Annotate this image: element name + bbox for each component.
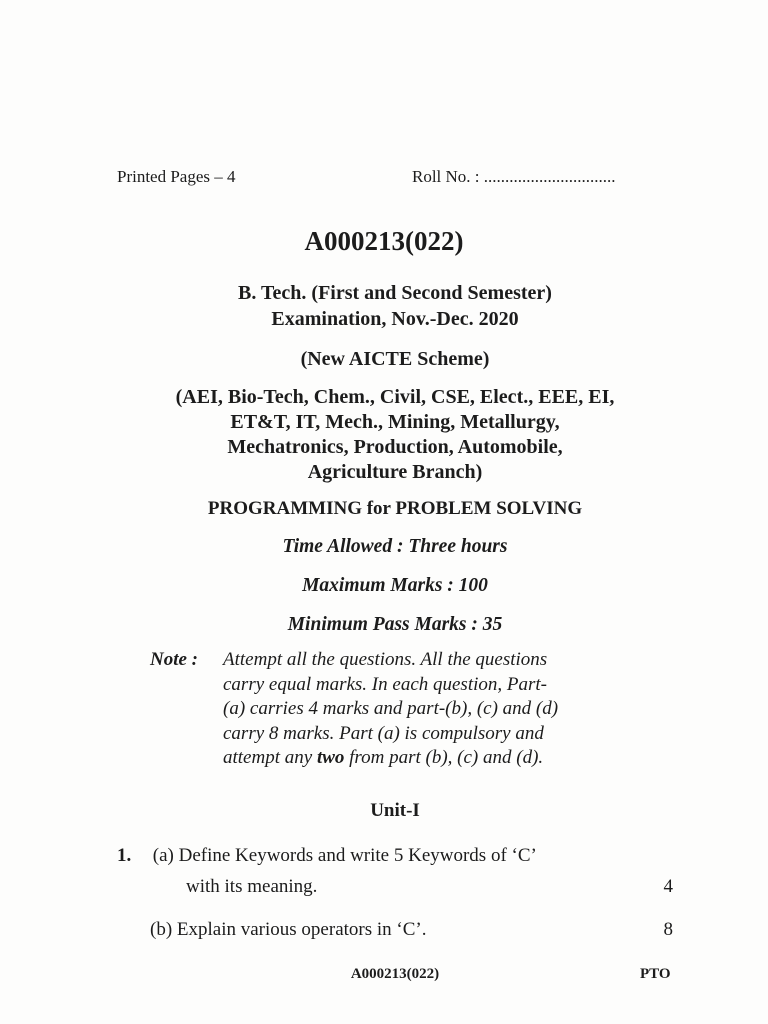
time-allowed: Time Allowed : Three hours — [282, 536, 508, 557]
note-line: Attempt all the questions. All the questions — [223, 649, 548, 670]
question-text: Define Keywords and write 5 Keywords of ‘C’ — [178, 845, 537, 866]
question-part: (a) — [152, 845, 174, 866]
subject-title: PROGRAMMING for PROBLEM SOLVING — [207, 498, 583, 519]
note-label: Note : — [150, 649, 199, 670]
note-line-last — [223, 746, 643, 771]
question-part: (b) — [150, 919, 173, 940]
unit-heading: Unit-I — [370, 800, 420, 821]
question-1a — [117, 845, 537, 867]
note-line: (a) carries 4 marks and part-(b), (c) and (d) — [223, 698, 559, 719]
maximum-marks: Maximum Marks : 100 — [302, 575, 488, 596]
note-bold-two: two — [316, 747, 345, 768]
note-line: carry 8 marks. Part (a) is compulsory and — [223, 722, 544, 744]
question-text: Explain various operators in ‘C’. — [176, 919, 427, 940]
printed-pages: Printed Pages – 4 — [117, 167, 236, 186]
note-last-after: from part (b), (c) and (d). — [344, 747, 544, 768]
paper-code: A000213(022) — [304, 226, 464, 256]
footer-paper-code: A000213(022) — [350, 966, 440, 982]
branch-line-1: (AEI, Bio-Tech, Chem., Civil, CSE, Elect., EEE, EI, — [175, 386, 615, 408]
note-line: carry equal marks. In each question, Part- — [223, 673, 547, 695]
header-row — [117, 167, 675, 191]
branch-line-3: Mechatronics, Production, Automobile, — [227, 436, 563, 458]
marks-1a: 4 — [663, 876, 673, 897]
note-last-before: attempt any — [223, 747, 317, 768]
branch-line-4: Agriculture Branch) — [307, 461, 483, 483]
question-number: 1. — [117, 845, 132, 866]
minimum-pass-marks: Minimum Pass Marks : 35 — [287, 614, 503, 635]
exam-line-2: Examination, Nov.-Dec. 2020 — [271, 308, 519, 330]
marks-1b: 8 — [663, 919, 673, 940]
roll-number-field: Roll No. : ............................... — [412, 167, 616, 186]
note-text — [223, 648, 643, 771]
exam-line-1: B. Tech. (First and Second Semester) — [238, 282, 552, 304]
branch-line-2: ET&T, IT, Mech., Mining, Metallurgy, — [230, 411, 560, 433]
pto-label: PTO — [640, 966, 671, 982]
scheme: (New AICTE Scheme) — [300, 348, 490, 370]
question-1a-cont: with its meaning. — [186, 876, 318, 897]
question-1b — [150, 919, 427, 941]
